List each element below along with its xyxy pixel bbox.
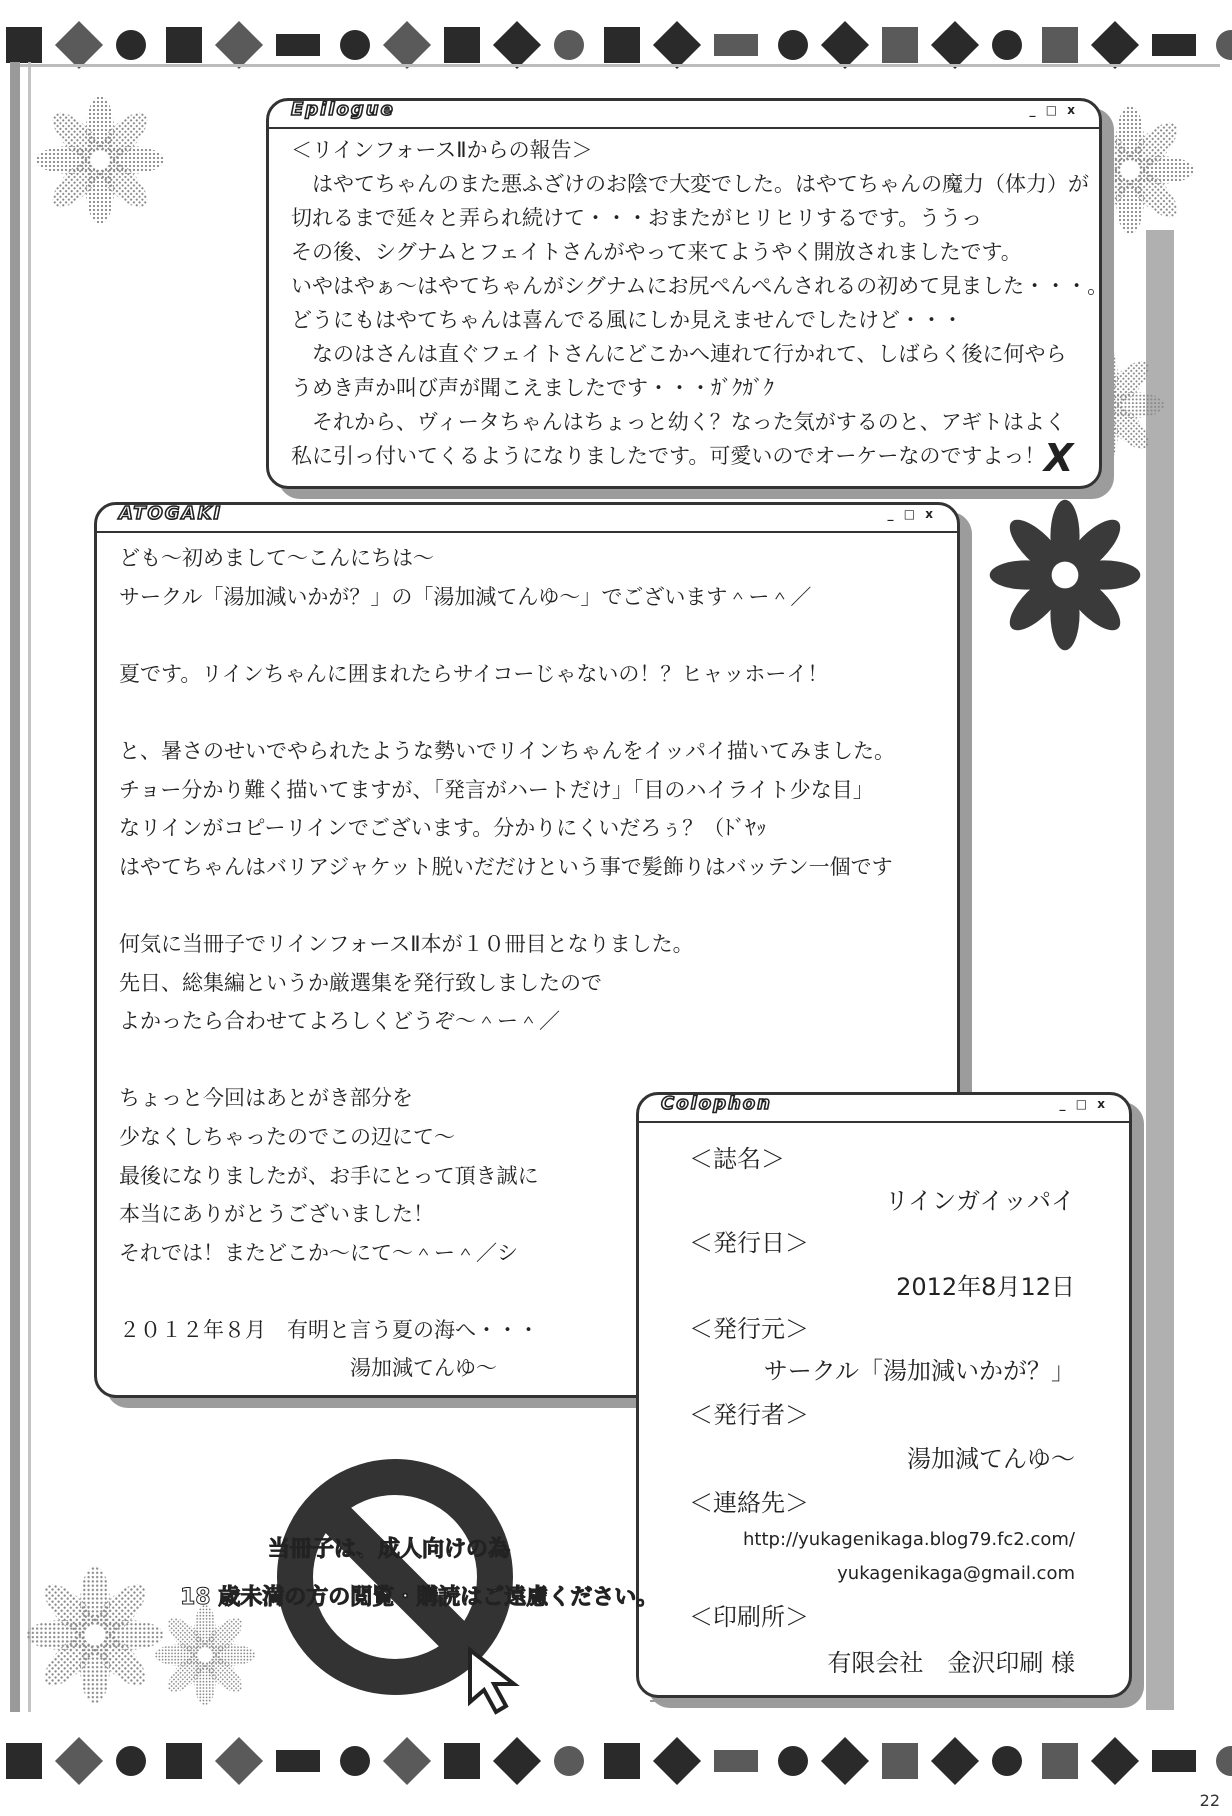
- atogaki-line: チョー分かり難く描いてますが、「発言がハートだけ」「目のハイライト少な目」: [119, 777, 874, 802]
- epilogue-body: [291, 133, 1108, 473]
- maximize-icon[interactable]: □: [903, 507, 916, 521]
- epilogue-line: 私に引っ付いてくるようになりましたです。可愛いのでオーケーなのですよっ！: [291, 444, 1046, 468]
- border-shape: [340, 30, 370, 60]
- window-controls: [882, 507, 933, 521]
- atogaki-line: 何気に当冊子でリインフォースⅡ本が１０冊目となりました。: [119, 931, 694, 956]
- maximize-icon[interactable]: □: [1045, 103, 1058, 117]
- close-icon[interactable]: x: [1097, 1097, 1105, 1111]
- border-shape: [444, 27, 480, 63]
- border-shape: [116, 30, 146, 60]
- minimize-icon[interactable]: _: [887, 507, 894, 521]
- atogaki-line: [119, 886, 895, 925]
- atogaki-line: と、暑さのせいでやられたような勢いでリインちゃんをイッパイ描いてみました。: [119, 738, 895, 763]
- divider: [650, 1700, 1060, 1702]
- left-frame-line-inner: [28, 62, 31, 1712]
- border-shape: [604, 27, 640, 63]
- border-shape: [166, 27, 202, 63]
- border-shape: [276, 1750, 320, 1772]
- atogaki-line: ２０１２年８月 有明と言う夏の海へ・・・: [119, 1317, 539, 1342]
- border-shape: [55, 21, 103, 69]
- border-shape: [604, 1743, 640, 1779]
- atogaki-line: [119, 616, 895, 655]
- warning-line-1: 当冊子は、成人向けの為: [268, 1537, 511, 1562]
- border-shape: [6, 1743, 42, 1779]
- atogaki-line: 湯加減てんゆ～: [119, 1356, 497, 1381]
- atogaki-title: ATOGAKI: [119, 503, 223, 524]
- border-shape: [882, 1743, 918, 1779]
- atogaki-line: サークル「湯加減いかが？」の「湯加減てんゆ～」でございます＾ー＾／: [119, 584, 812, 609]
- border-shape: [55, 1737, 103, 1785]
- colophon-issuer-value: 湯加減てんゆ～: [907, 1445, 1075, 1473]
- left-frame-line: [10, 62, 20, 1712]
- border-shape: [992, 30, 1022, 60]
- border-shape: [778, 30, 808, 60]
- border-shape: [215, 1737, 263, 1785]
- flower-icon: [150, 1600, 260, 1710]
- epilogue-window: [266, 98, 1109, 489]
- border-shape: [166, 1743, 202, 1779]
- border-shape: [116, 1746, 146, 1776]
- border-shape: [340, 1746, 370, 1776]
- border-shape: [554, 1746, 584, 1776]
- colophon-window: [636, 1092, 1132, 1698]
- window-controls: [1024, 103, 1075, 117]
- bottom-border: [0, 1730, 1232, 1792]
- epilogue-line: どうにもはやてちゃんは喜んでる風にしか見えませんでしたけど・・・: [291, 308, 963, 332]
- border-shape: [653, 1737, 701, 1785]
- atogaki-line: よかったら合わせてよろしくどうぞ～＾ー＾／: [119, 1009, 560, 1034]
- epilogue-title: Epilogue: [291, 99, 395, 120]
- epilogue-line: その後、シグナムとフェイトさんがやって来てようやく開放されましたです。: [291, 240, 1022, 264]
- border-shape: [1042, 27, 1078, 63]
- atogaki-line: 夏です。リインちゃんに囲まれたらサイコーじゃないの！？ヒャッホーイ！: [119, 661, 829, 686]
- minimize-icon[interactable]: _: [1059, 1097, 1066, 1111]
- atogaki-line: なリインがコピーリインでございます。分かりにくいだろぅ？（ﾄﾞﾔｯ: [119, 816, 767, 841]
- atogaki-line: ちょっと今回はあとがき部分を: [119, 1086, 413, 1111]
- flower-icon: [30, 90, 170, 230]
- atogaki-line: 本当にありがとうございました！: [119, 1202, 434, 1227]
- atogaki-line: それでは！またどこか～にて～＾ー＾／シ: [119, 1240, 518, 1265]
- atogaki-line: 少なくしちゃったのでこの辺にて～: [119, 1124, 455, 1149]
- close-icon[interactable]: x: [1067, 103, 1075, 117]
- border-shape: [444, 1743, 480, 1779]
- colophon-contact-label: ＜連絡先＞: [689, 1489, 809, 1517]
- atogaki-line: [119, 1041, 895, 1080]
- border-shape: [383, 21, 431, 69]
- border-shape: [1216, 1746, 1232, 1776]
- border-shape: [493, 1737, 541, 1785]
- epilogue-line: ＜リインフォースⅡからの報告＞: [291, 138, 593, 162]
- atogaki-line: 最後になりましたが、お手にとって頂き誠に: [119, 1163, 539, 1188]
- epilogue-line: いやはやぁ～はやてちゃんがシグナムにお尻ぺんぺんされるの初めて見ました・・・。: [291, 274, 1109, 298]
- colophon-title-label: ＜誌名＞: [689, 1145, 785, 1173]
- maximize-icon[interactable]: □: [1075, 1097, 1088, 1111]
- epilogue-line: うめき声か叫び声が聞こえましたです・・・ｶﾞｸｶﾞｸ: [291, 376, 774, 400]
- border-shape: [653, 21, 701, 69]
- x-mark-icon: X: [1044, 436, 1074, 480]
- border-shape: [6, 27, 42, 63]
- border-shape: [215, 21, 263, 69]
- colophon-publisher-label: ＜発行元＞: [689, 1315, 809, 1343]
- atogaki-line: 先日、総集編というか厳選集を発行致しましたので: [119, 970, 602, 995]
- atogaki-line: はやてちゃんはバリアジャケット脱いだだけという事で髪飾りはバッテン一個です: [119, 854, 893, 879]
- flower-icon: [980, 490, 1150, 660]
- colophon-printer-label: ＜印刷所＞: [689, 1603, 809, 1631]
- border-shape: [383, 1737, 431, 1785]
- atogaki-line: [119, 693, 895, 732]
- border-shape: [714, 34, 758, 56]
- colophon-title: Colophon: [661, 1093, 772, 1114]
- epilogue-titlebar: [269, 101, 1099, 129]
- border-shape: [821, 1737, 869, 1785]
- page-number: 22: [1199, 1791, 1220, 1810]
- border-shape: [778, 1746, 808, 1776]
- contact-email[interactable]: yukagenikaga@gmail.com: [837, 1563, 1075, 1584]
- border-shape: [931, 21, 979, 69]
- atogaki-titlebar: [97, 505, 957, 533]
- border-shape: [821, 21, 869, 69]
- epilogue-line: なのはさんは直ぐフェイトさんにどこかへ連れて行かれて、しばらく後に何やら: [291, 342, 1067, 366]
- epilogue-line: それから、ヴィータちゃんはちょっと幼く？なった気がするのと、アギトはよく: [291, 410, 1066, 434]
- border-shape: [931, 1737, 979, 1785]
- border-shape: [1152, 34, 1196, 56]
- border-shape: [992, 1746, 1022, 1776]
- border-shape: [554, 30, 584, 60]
- epilogue-line: はやてちゃんのまた悪ふざけのお陰で大変でした。はやてちゃんの魔力（体力）が: [291, 172, 1089, 196]
- border-shape: [493, 21, 541, 69]
- border-shape: [1216, 30, 1232, 60]
- border-shape: [882, 27, 918, 63]
- border-shape: [714, 1750, 758, 1772]
- epilogue-line: 切れるまで延々と弄られ続けて・・・おまたがヒリヒリするです。ううっ: [291, 206, 983, 230]
- colophon-date-label: ＜発行日＞: [689, 1229, 809, 1257]
- border-shape: [1091, 21, 1139, 69]
- colophon-issuer-label: ＜発行者＞: [689, 1401, 809, 1429]
- colophon-printer-value: 有限会社 金沢印刷 様: [827, 1649, 1075, 1677]
- minimize-icon[interactable]: _: [1029, 103, 1036, 117]
- colophon-titlebar: [639, 1095, 1129, 1123]
- colophon-publisher-value: サークル「湯加減いかが？」: [763, 1357, 1075, 1385]
- cursor-arrow-icon: [460, 1640, 540, 1720]
- warning-line-2: 18 歳未満の方の閲覧・購読はご遠慮ください。: [180, 1585, 659, 1610]
- contact-url[interactable]: http://yukagenikaga.blog79.fc2.com/: [743, 1529, 1075, 1550]
- colophon-title-value: リインガイッパイ: [884, 1187, 1075, 1215]
- colophon-date-value: 2012年8月12日: [896, 1273, 1075, 1301]
- border-shape: [1152, 1750, 1196, 1772]
- atogaki-line: ども～初めまして～こんにちは～: [119, 546, 434, 570]
- border-shape: [1042, 1743, 1078, 1779]
- border-shape: [276, 34, 320, 56]
- window-controls: [1054, 1097, 1105, 1111]
- close-icon[interactable]: x: [925, 507, 933, 521]
- flower-icon: [20, 1560, 170, 1710]
- border-shape: [1091, 1737, 1139, 1785]
- top-inner-line: [20, 64, 1220, 67]
